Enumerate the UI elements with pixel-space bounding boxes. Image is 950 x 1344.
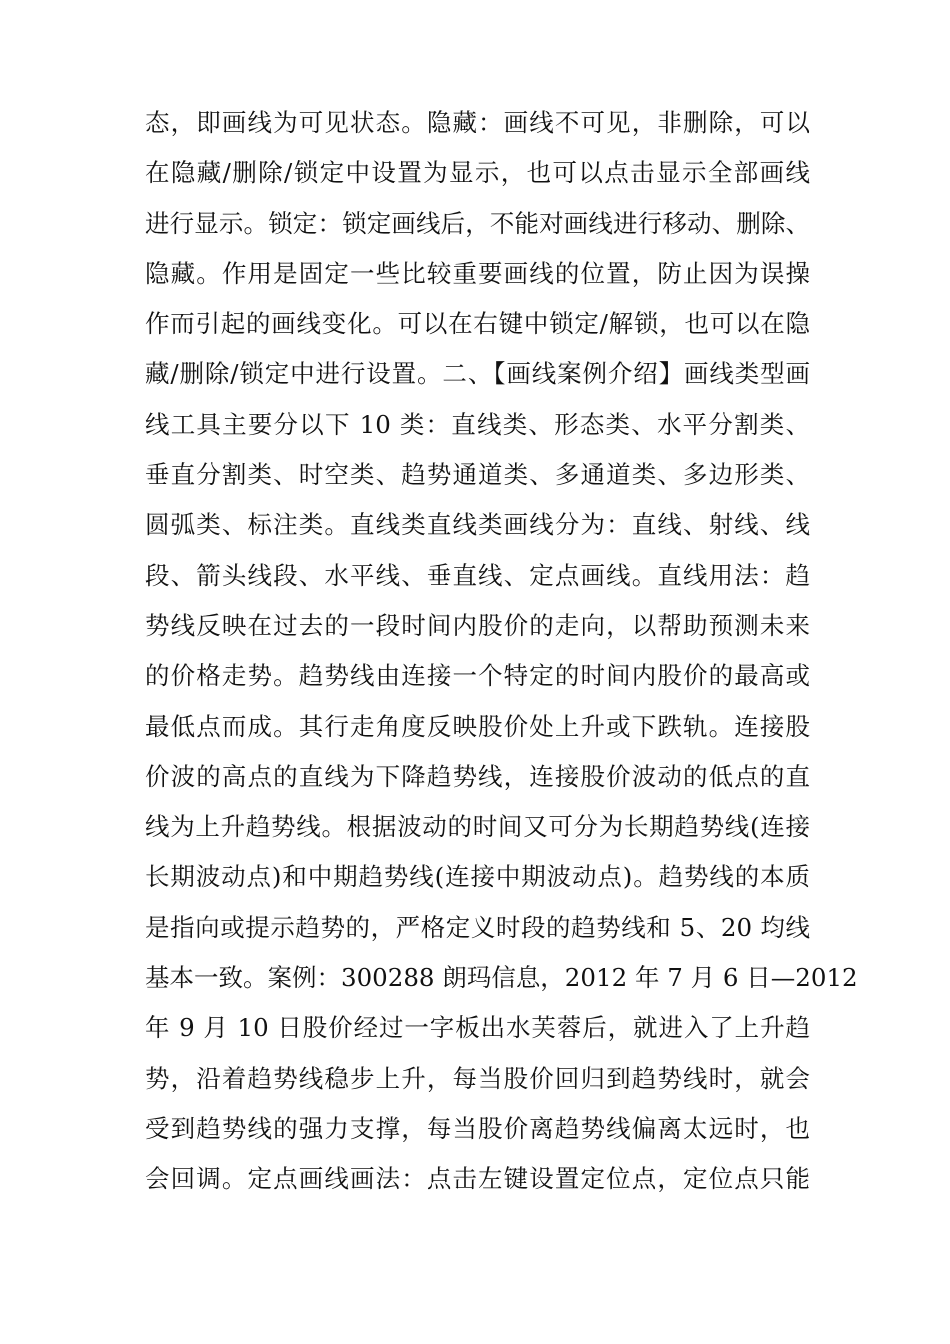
text-line-19: 年 9 月 10 日股价经过一字板出水芙蓉后，就进入了上升趋: [145, 1013, 810, 1043]
text-line-2: 在隐藏/删除/锁定中设置为显示，也可以点击显示全部画线: [145, 158, 810, 188]
text-line-8: 垂直分割类、时空类、趋势通道类、多通道类、多边形类、: [145, 460, 810, 490]
text-line-21: 受到趋势线的强力支撑，每当股价离趋势线偏离太远时，也: [145, 1113, 810, 1143]
text-line-1: 态，即画线为可见状态。隐藏：画线不可见，非删除，可以: [145, 108, 810, 137]
text-line-5: 作而引起的画线变化。可以在右键中锁定/解锁，也可以在隐: [145, 309, 810, 339]
text-line-6: 藏/删除/锁定中进行设置。二、【画线案例介绍】画线类型画: [145, 359, 810, 389]
text-line-20: 势，沿着趋势线稳步上升，每当股价回归到趋势线时，就会: [145, 1063, 810, 1093]
text-line-11: 势线反映在过去的一段时间内股价的走向，以帮助预测未来: [145, 610, 810, 640]
text-line-10: 段、箭头线段、水平线、垂直线、定点画线。直线用法：趋: [145, 560, 810, 590]
text-line-15: 线为上升趋势线。根据波动的时间又可分为长期趋势线(连接: [145, 812, 810, 842]
text-line-12: 的价格走势。趋势线由连接一个特定的时间内股价的最高或: [145, 661, 810, 691]
text-line-7: 线工具主要分以下 10 类：直线类、形态类、水平分割类、: [145, 409, 810, 439]
text-line-9: 圆弧类、标注类。直线类直线类画线分为：直线、射线、线: [145, 510, 810, 540]
text-line-4: 隐藏。作用是固定一些比较重要画线的位置，防止因为误操: [145, 258, 810, 288]
text-line-17: 是指向或提示趋势的，严格定义时段的趋势线和 5、20 均线: [145, 912, 810, 942]
text-line-22: 会回调。定点画线画法：点击左键设置定位点，定位点只能: [145, 1164, 810, 1194]
text-line-18: 基本一致。案例：300288 朗玛信息，2012 年 7 月 6 日—2012: [145, 963, 858, 993]
text-line-14: 价波的高点的直线为下降趋势线，连接股价波动的低点的直: [145, 761, 810, 791]
text-line-16: 长期波动点)和中期趋势线(连接中期波动点)。趋势线的本质: [145, 862, 810, 892]
body-text: [145, 98, 858, 1205]
text-line-3: 进行显示。锁定：锁定画线后，不能对画线进行移动、删除、: [145, 208, 810, 238]
text-line-13: 最低点而成。其行走角度反映股价处上升或下跌轨。连接股: [145, 711, 810, 741]
